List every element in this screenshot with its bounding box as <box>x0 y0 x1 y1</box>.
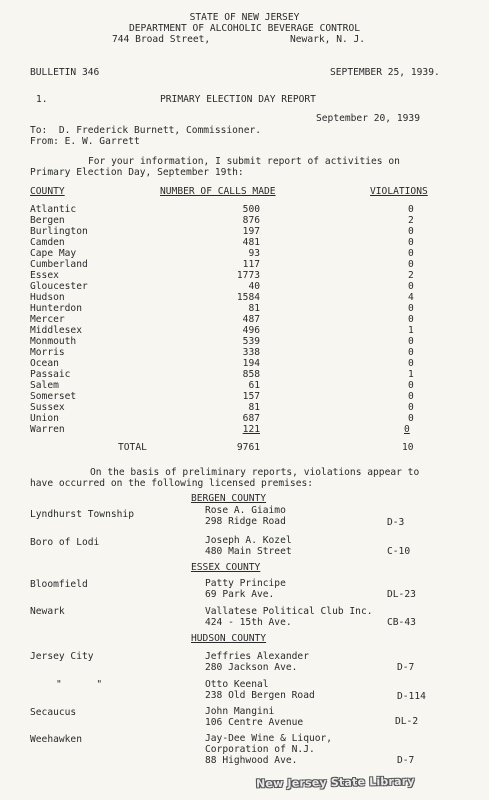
county-name: Monmouth <box>30 336 77 347</box>
county-name: Cape May <box>30 248 77 259</box>
county-calls: 876 <box>242 215 260 226</box>
county-calls: 500 <box>242 204 260 215</box>
memo-to: To: D. Frederick Burnett, Commissioner. <box>30 125 262 136</box>
premise-name: Joseph A. Kozel <box>205 535 292 546</box>
premise-address: 106 Centre Avenue <box>205 717 304 728</box>
county-violations: 0 <box>408 314 414 325</box>
premise-town: Boro of Lodi <box>30 537 100 548</box>
county-name: Ocean <box>30 358 59 369</box>
county-violations: 0 <box>408 281 414 292</box>
county-calls: 496 <box>242 325 260 336</box>
county-violations: 0 <box>408 248 414 259</box>
county-calls: 117 <box>242 259 260 270</box>
county-violations: 1 <box>408 369 414 380</box>
county-violations: 2 <box>408 215 414 226</box>
county-violations: 0 <box>408 226 414 237</box>
county-violations: 0 <box>408 347 414 358</box>
county-name: Middlesex <box>30 325 82 336</box>
county-name: Salem <box>30 380 59 391</box>
memo-intro-line2: Primary Election Day, September 19th: <box>30 167 244 178</box>
premise-license: CB-43 <box>387 617 416 628</box>
premise-address: 298 Ridge Road <box>205 516 286 527</box>
county-name: Atlantic <box>30 204 77 215</box>
county-calls: 197 <box>242 226 260 237</box>
county-name: Essex <box>30 270 59 281</box>
premise-address: 480 Main Street <box>205 546 292 557</box>
header-county: COUNTY <box>30 186 65 197</box>
premise-town: Jersey City <box>30 651 94 662</box>
county-name: Mercer <box>30 314 65 325</box>
premise-name: John Mangini <box>205 706 275 717</box>
county-name: Hunterdon <box>30 303 82 314</box>
county-calls: 61 <box>248 380 260 391</box>
premise-town: Bloomfield <box>30 579 88 590</box>
county-calls: 157 <box>242 391 260 402</box>
memo-date: September 20, 1939 <box>316 113 420 124</box>
county-violations: 1 <box>408 325 414 336</box>
premise-name: Otto Keenal <box>205 679 269 690</box>
item-title: PRIMARY ELECTION DAY REPORT <box>160 94 316 105</box>
header-calls: NUMBER OF CALLS MADE <box>160 186 276 197</box>
premise-town: Newark <box>30 606 65 617</box>
county-violations: 0 <box>408 259 414 270</box>
premise-address: Corporation of N.J. <box>205 744 315 755</box>
hudson-county-heading: HUDSON COUNTY <box>191 633 267 644</box>
county-name: Sussex <box>30 402 65 413</box>
bulletin-date: SEPTEMBER 25, 1939. <box>330 67 440 78</box>
letterhead-city: Newark, N. J. <box>290 34 366 45</box>
county-calls: 338 <box>242 347 260 358</box>
premise-license: D-7 <box>397 662 415 673</box>
premise-town: Weehawken <box>30 734 82 745</box>
premise-name: Jay-Dee Wine & Liquor, <box>205 733 333 744</box>
bulletin-number: BULLETIN 346 <box>30 67 100 78</box>
county-calls: 539 <box>242 336 260 347</box>
premise-name: Patty Principe <box>205 578 286 589</box>
county-violations: 0 <box>408 237 414 248</box>
header-violations: VIOLATIONS <box>370 186 428 197</box>
letterhead-line1: STATE OF NEW JERSEY <box>189 12 300 23</box>
county-violations: 0 <box>408 413 414 424</box>
total-calls: 9761 <box>236 442 260 453</box>
premise-license: D-7 <box>397 755 415 766</box>
premise-town: Lyndhurst Township <box>30 509 134 520</box>
county-violations: 0 <box>408 380 414 391</box>
premise-name: Vallatese Political Club Inc. <box>205 606 373 617</box>
premise-name: Jeffries Alexander <box>205 651 309 662</box>
memo-from: From: E. W. Garrett <box>30 136 140 147</box>
premise-license: D-3 <box>387 517 405 528</box>
county-calls: 81 <box>248 303 260 314</box>
county-calls: 81 <box>248 402 260 413</box>
memo-intro-line1: For your information, I submit report of activities on <box>88 156 400 167</box>
county-name: Morris <box>30 347 65 358</box>
premise-license: DL-23 <box>387 589 416 600</box>
county-calls: 1584 <box>236 292 260 303</box>
basis-line1: On the basis of preliminary reports, violations appear to <box>90 467 420 478</box>
total-violations: 10 <box>402 442 414 453</box>
county-violations: 0 <box>404 424 410 435</box>
county-name: Cumberland <box>30 259 88 270</box>
county-name: Gloucester <box>30 281 88 292</box>
county-violations: 0 <box>408 303 414 314</box>
premise-name: Rose A. Giaimo <box>205 505 286 516</box>
county-violations: 0 <box>408 358 414 369</box>
county-calls: 858 <box>242 369 260 380</box>
item-number: 1. <box>36 94 48 105</box>
premise-town: Secaucus <box>30 707 77 718</box>
premise-town: " " <box>56 679 103 690</box>
county-violations: 2 <box>408 270 414 281</box>
county-name: Hudson <box>30 292 65 303</box>
county-calls: 121 <box>242 424 260 435</box>
county-name: Camden <box>30 237 65 248</box>
premise-address: 238 Old Bergen Road <box>205 690 315 701</box>
county-violations: 0 <box>408 391 414 402</box>
county-violations: 4 <box>408 292 414 303</box>
county-violations: 0 <box>408 204 414 215</box>
total-label: TOTAL <box>118 442 147 453</box>
premise-address: 69 Park Ave. <box>205 589 275 600</box>
premise-license: DL-2 <box>395 716 419 727</box>
essex-county-heading: ESSEX COUNTY <box>191 562 261 573</box>
letterhead-line2: DEPARTMENT OF ALCOHOLIC BEVERAGE CONTROL <box>128 23 361 34</box>
bergen-county-heading: BERGEN COUNTY <box>191 493 267 504</box>
letterhead-address: 744 Broad Street, <box>112 34 211 45</box>
premise-license: C-10 <box>387 546 411 557</box>
library-watermark: New Jersey State Library <box>255 774 415 791</box>
premise-address-line2: 88 Highwood Ave. <box>205 755 298 766</box>
premise-address: 424 - 15th Ave. <box>205 617 292 628</box>
premise-address: 280 Jackson Ave. <box>205 662 298 673</box>
premise-license: D-114 <box>397 691 426 702</box>
county-name: Union <box>30 413 59 424</box>
basis-line2: have occurred on the following licensed premises: <box>30 478 314 489</box>
county-name: Bergen <box>30 215 65 226</box>
county-calls: 481 <box>242 237 260 248</box>
county-calls: 687 <box>242 413 260 424</box>
county-calls: 194 <box>242 358 260 369</box>
county-calls: 40 <box>248 281 260 292</box>
county-violations: 0 <box>408 402 414 413</box>
county-calls: 487 <box>242 314 260 325</box>
county-calls: 1773 <box>236 270 260 281</box>
county-name: Burlington <box>30 226 88 237</box>
county-calls: 93 <box>248 248 260 259</box>
county-name: Somerset <box>30 391 77 402</box>
county-name: Warren <box>30 424 65 435</box>
county-name: Passaic <box>30 369 71 380</box>
county-violations: 0 <box>408 336 414 347</box>
